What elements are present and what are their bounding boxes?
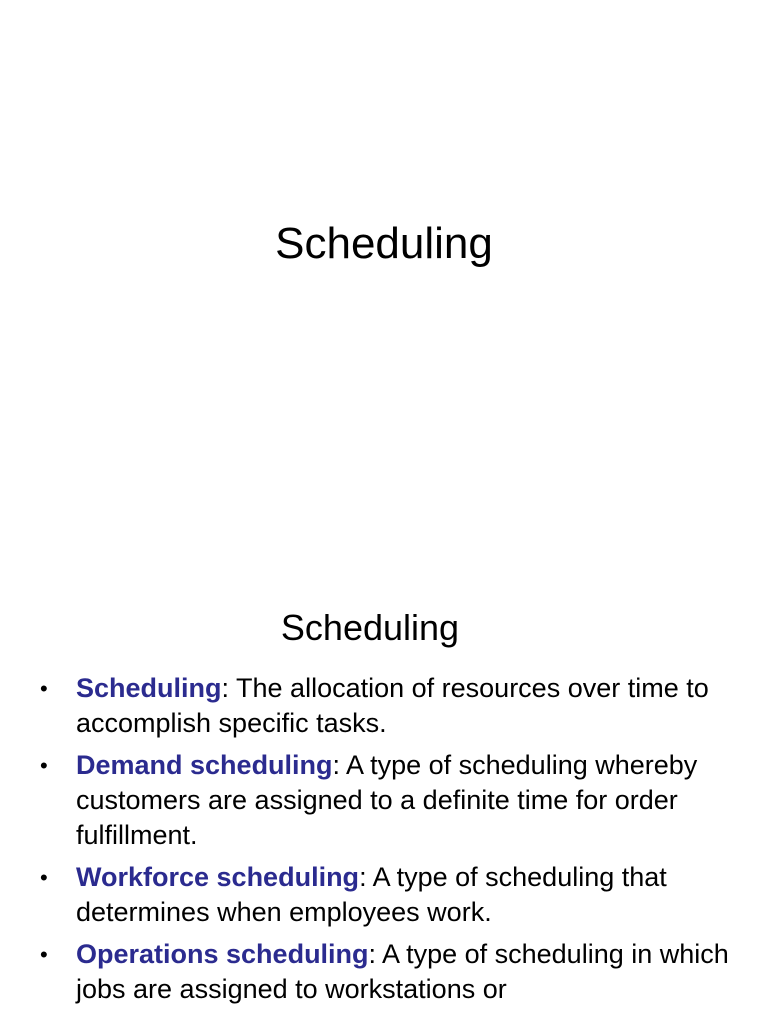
slide-title: Scheduling	[275, 219, 493, 268]
definition-text: : A type of scheduling whereby customers are assigned to a definite time for order fulfillment.	[76, 750, 698, 850]
bullet-icon: •	[40, 865, 48, 890]
definition-item-scheduling	[40, 671, 730, 741]
bullet-icon: •	[40, 676, 48, 701]
definition-text: : The allocation of resources over time to accomplish specific tasks.	[76, 673, 709, 738]
definition-term: Workforce scheduling	[76, 862, 360, 892]
definition-item-operations-scheduling	[40, 937, 730, 1007]
bullet-icon: •	[40, 753, 48, 778]
definition-text: : A type of scheduling in which jobs are assigned to workstations or	[76, 939, 729, 1004]
definition-item-demand-scheduling	[40, 748, 730, 853]
definition-term: Operations scheduling	[76, 939, 369, 969]
definition-item-workforce-scheduling	[40, 860, 730, 930]
definition-list	[40, 671, 730, 1014]
definition-term: Scheduling	[76, 673, 222, 703]
content-slide	[0, 576, 768, 1024]
slide-heading: Scheduling	[280, 607, 460, 648]
definition-text: : A type of scheduling that determines when employees work.	[76, 862, 667, 927]
bullet-icon: •	[40, 942, 48, 967]
definition-term: Demand scheduling	[76, 750, 333, 780]
